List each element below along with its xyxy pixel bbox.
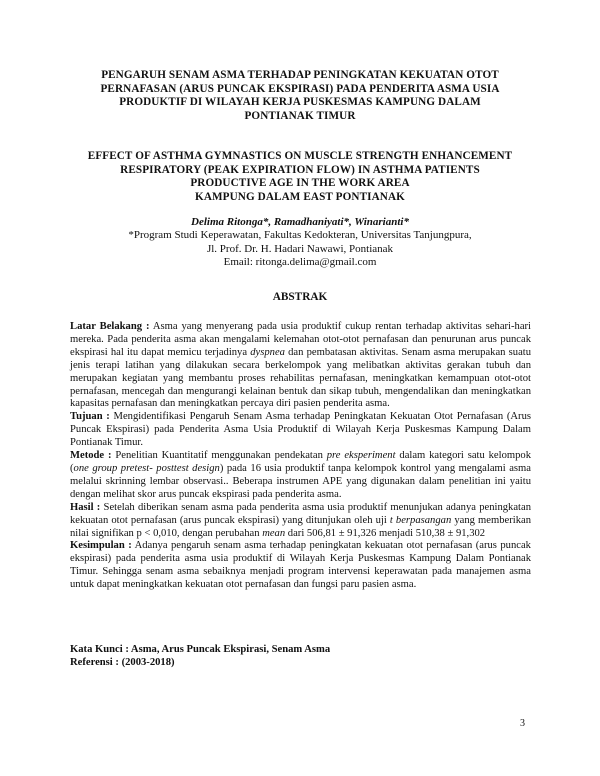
section-label: Latar Belakang : [70, 321, 150, 332]
title-line: PRODUCTIVE AGE IN THE WORK AREA [190, 177, 410, 190]
section-hasil: Hasil : Setelah diberikan senam asma pada penderita asma usia produktif menunjukan adanya peningkatan kekuatan otot pernafasan (arus puncak ekspirasi) yang ditunjukan oleh uji t berpasangan yang memberikan nilai signifikan p < 0,010, dengan perubahan mean dari 506,81 ± 91,326 menjadi 510,38 ± 91,302 [70, 501, 531, 539]
author-block [60, 216, 540, 270]
section-tujuan: Tujuan : Mengidentifikasi Pengaruh Senam Asma terhadap Peningkatan Kekuatan Otot Pernafasan (Arus Puncak Ekspirasi) pada Penderita Asma Usia Produktif di Wilayah Kerja Puskesmas Kampung Dalam Pontianak Timur. [70, 411, 531, 449]
affiliation-line: *Program Studi Keperawatan, Fakultas Kedokteran, Universitas Tanjungpura, [128, 229, 472, 242]
section-label: Tujuan : [70, 411, 110, 423]
title-indonesian [60, 69, 540, 123]
section-kesimpulan: Kesimpulan : Adanya pengaruh senam asma terhadap peningkatan kekuatan otot pernafasan (arus puncak ekspirasi) pada penderita asma usia produktif di Wilayah Kerja Puskesmas Kampung Dalam Pontianak Timur. Sehingga senam asma sebaiknya menjadi program intervensi keperawatan pada manajemen asma untuk dapat meningkatkan kekuatan otot pernafasan dan fungsi paru pasien asma. [70, 540, 531, 591]
title-line: PONTIANAK TIMUR [244, 109, 356, 122]
abstract-heading: ABSTRAK [272, 291, 328, 303]
author-email: Email: ritonga.delima@gmail.com [223, 256, 377, 269]
title-english [60, 150, 540, 204]
section-label: Metode : [70, 450, 112, 462]
page-number: 3 [520, 718, 525, 729]
title-line: EFFECT OF ASTHMA GYMNASTICS ON MUSCLE STRENGTH ENHANCEMENT [87, 150, 513, 162]
references-range: Referensi : (2003-2018) [70, 657, 175, 669]
keywords-block [70, 643, 531, 669]
section-label: Kesimpulan : [70, 540, 132, 552]
keywords: Kata Kunci : Asma, Arus Puncak Ekspirasi, Senam Asma [70, 644, 331, 655]
title-line: PRODUKTIF DI WILAYAH KERJA PUSKESMAS KAMPUNG DALAM [119, 96, 481, 109]
section-label: Hasil : [70, 501, 101, 513]
title-line: PENGARUH SENAM ASMA TERHADAP PENINGKATAN KEKUATAN OTOT [101, 69, 499, 81]
section-latar-belakang: Latar Belakang : Asma yang menyerang pada usia produktif cukup rentan terhadap aktivitas sehari-hari mereka. Pada penderita asma akan mengalami kelemahan otot-otot pernafasan dan penurunan arus puncak ekspirasi hal itu dapat memicu terjadinya dyspnea dan pembatasan aktivitas. Senam asma merupakan suatu jenis terapi latihan yang dilakukan secara berkelompok yang melibatkan aktivitas gerakan tubuh dan merupakan kegiatan yang membantu proses rehabilitas pernafasan, meningkatkan kemampuan otot-otot pernafasan, mencegah dan mengurangi kelainan bentuk dan sikap tubuh, mengendalikan dan meningkatkan kapasitas pernafasan dan meningkatkan percaya diri pasien penderita asma. [70, 321, 532, 410]
title-line: PERNAFASAN (ARUS PUNCAK EKSPIRASI) PADA PENDERITA ASMA USIA [100, 82, 500, 95]
author-names: Delima Ritonga*, Ramadhaniyati*, Winarianti* [191, 216, 409, 228]
title-line: KAMPUNG DALAM EAST PONTIANAK [195, 190, 405, 203]
affiliation-line: Jl. Prof. Dr. H. Hadari Nawawi, Pontianak [206, 242, 394, 255]
section-metode: Metode : Penelitian Kuantitatif menggunakan pendekatan pre eksperiment dalam kategori satu kelompok (one group pretest- posttest design) pada 16 usia produktif tanpa kelompok kontrol yang mengalami asma melalui skrinning lembar observasi.. Beberapa instrumen APE yang digunakan dalam penelitian ini yaitu dengan melihat skor arus puncak ekspirasi pada penderita asma. [70, 450, 532, 500]
abstract-body [70, 321, 531, 592]
title-line: RESPIRATORY (PEAK EXPIRATION FLOW) IN ASTHMA PATIENTS [120, 163, 480, 176]
